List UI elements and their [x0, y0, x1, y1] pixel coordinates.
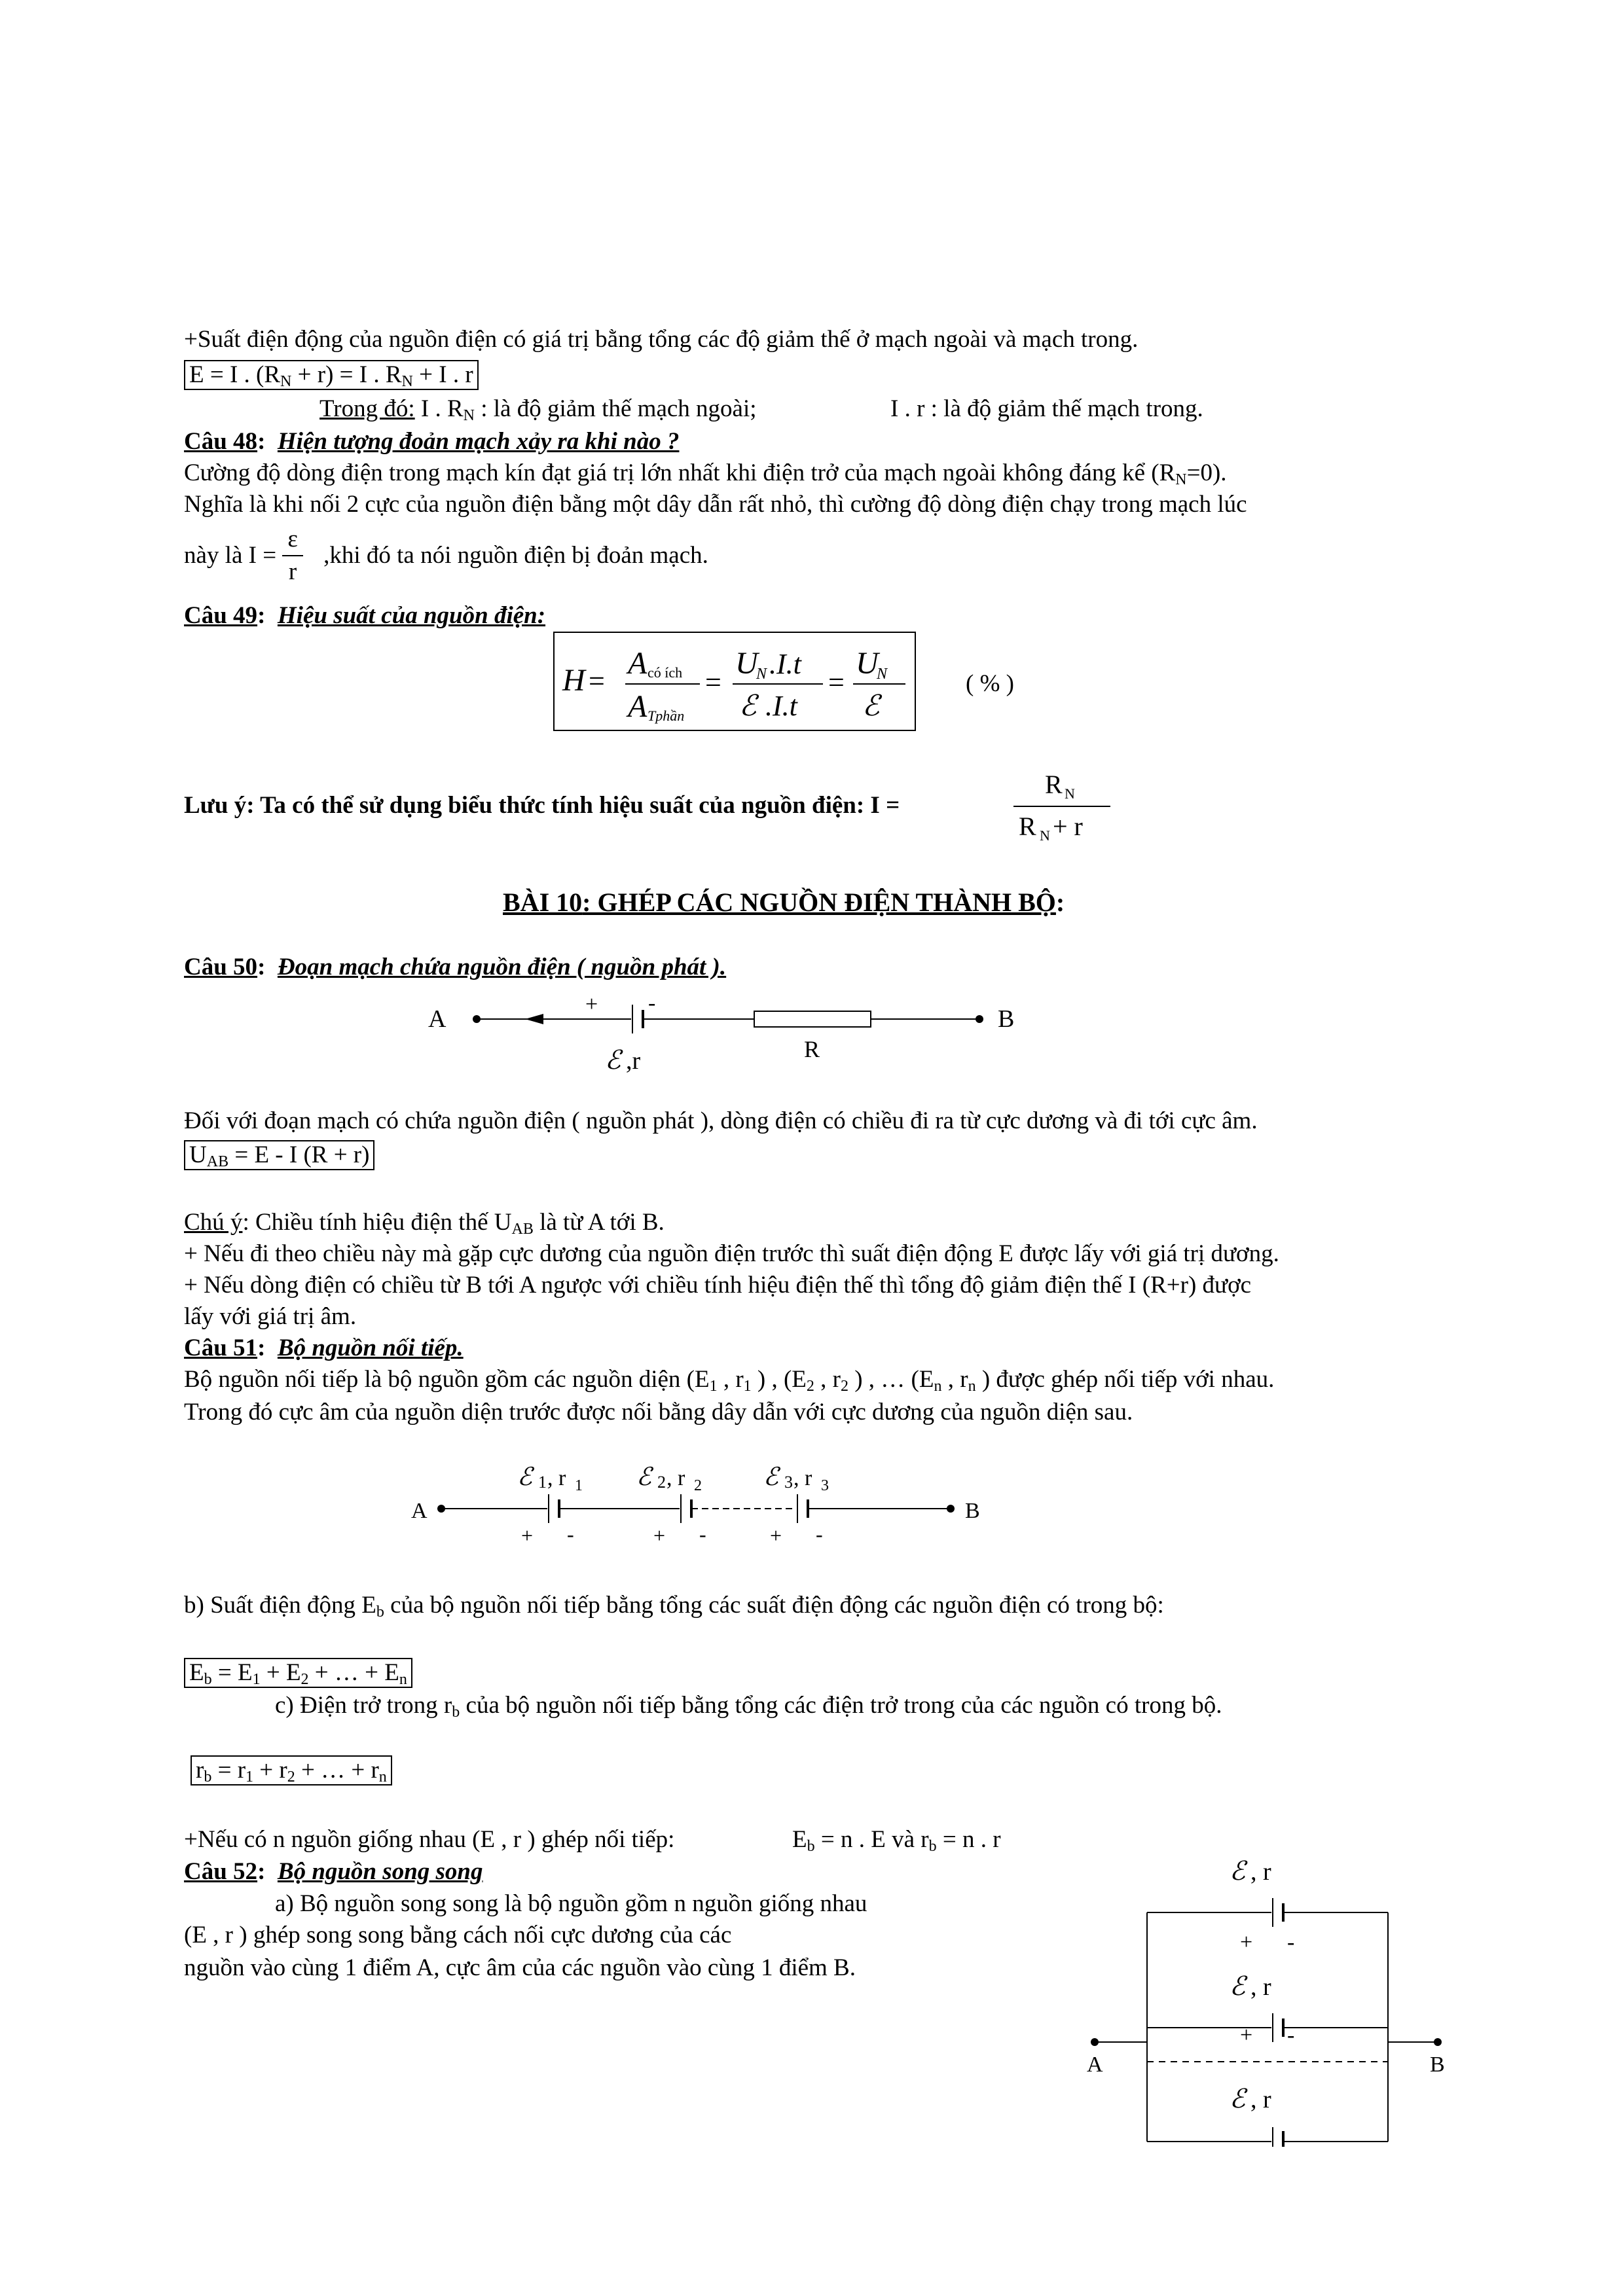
- svg-text:R: R: [1019, 812, 1036, 841]
- svg-text:+ r: + r: [1053, 812, 1083, 841]
- script-e-2: ℰ: [862, 690, 880, 722]
- h-symbol: H: [562, 663, 585, 698]
- svg-text:, r: , r: [666, 1466, 685, 1490]
- formula-box: E = I . $(R_N + r) = I$ . $R_N + I$ . r: [184, 360, 479, 390]
- svg-text:, r: , r: [1250, 1973, 1271, 2001]
- u-n-2-sub: N: [877, 666, 888, 683]
- eq-sign-3: =: [828, 666, 845, 698]
- svg-text:ℰ: ℰ: [763, 1463, 779, 1491]
- eq-sign-1: =: [589, 665, 605, 697]
- svg-text:ℰ: ℰ: [1230, 1856, 1246, 1886]
- svg-text:-: -: [1287, 1930, 1295, 1954]
- svg-text:, r: , r: [793, 1466, 812, 1490]
- resistor: [754, 1011, 871, 1027]
- script-e: ℰ: [739, 690, 757, 722]
- paragraph-negative-value: lấy với giá trị âm.: [184, 1303, 357, 1330]
- svg-text:-: -: [1287, 2023, 1295, 2047]
- paragraph-series-def: Bộ nguồn nối tiếp là bộ nguồn gồm các nguồn diện ($E_1$ , $r_1$ ) , ($E_2$ , $r_2$ ) , … ($E_n$ , $r_n$ ) được ghép nối tiếp với nhau.: [184, 1366, 1275, 1395]
- svg-text:2: 2: [657, 1473, 666, 1492]
- total-label: Tphần: [647, 708, 685, 724]
- paragraph-where-internal: I . r : là độ giảm thế mạch trong.: [890, 395, 1203, 422]
- paragraph-note-direction: Chú ý: Chiều tính hiệu điện thế $U_{AB}$ là từ A tới B.: [184, 1209, 665, 1238]
- svg-text:A: A: [411, 1499, 428, 1523]
- circuit-series: [399, 1456, 1002, 1548]
- paragraph-emf-sum: +Suất điện động của nguồn điện có giá trị bằng tổng các độ giảm thế ở mạch ngoài và mạch trong.: [184, 326, 1139, 353]
- u-n-2: U: [856, 646, 879, 681]
- svg-text:2: 2: [694, 1477, 702, 1494]
- eq-sign-2: =: [705, 666, 721, 698]
- i-t-den: .I.t: [765, 690, 797, 722]
- formula-emf: [184, 360, 479, 390]
- question-49-heading: Câu 49: Hiệu suất của nguồn điện:: [184, 602, 546, 629]
- paragraph-identical-series: +Nếu có n nguồn giống nhau (E , r ) ghép nối tiếp:: [184, 1826, 675, 1853]
- useful-label: có ích: [647, 664, 683, 681]
- svg-text:1: 1: [575, 1477, 583, 1494]
- paragraph-series-resistance: c) Điện trở trong $r_b$ của bộ nguồn nối tiếp bằng tổng các điện trở trong của các nguồn có trong bộ.: [275, 1692, 1222, 1721]
- svg-text:-: -: [816, 1522, 823, 1546]
- paragraph-positive-emf: + Nếu đi theo chiều này mà gặp cực dương của nguồn điện trước thì suất điện động E được lấy với giá trị dương.: [184, 1240, 1279, 1267]
- current-arrow: [525, 1014, 543, 1024]
- question-52-heading: Câu 52: Bộ nguồn song song: [184, 1858, 483, 1885]
- percent-label: ( % ): [966, 670, 1014, 697]
- paragraph-where: Trong đó: I . $R_N$ : là độ giảm thế mạch ngoài;: [319, 395, 757, 424]
- paragraph-source-current: Đối với đoạn mạch có chứa nguồn điện ( nguồn phát ), dòng điện có chiều đi ra từ cực dương và đi tới cực âm.: [184, 1107, 1258, 1134]
- svg-text:+: +: [1240, 2023, 1253, 2047]
- fraction-epsilon-over-r: $\frac{\varepsilon}{r}$: [282, 524, 303, 588]
- svg-text:+: +: [653, 1524, 666, 1547]
- svg-text:, r: , r: [547, 1466, 566, 1490]
- note-fraction: [1013, 764, 1112, 843]
- svg-text:,r: ,r: [626, 1047, 641, 1075]
- svg-text:-: -: [699, 1522, 706, 1546]
- svg-text:3: 3: [784, 1473, 793, 1492]
- u-n: U: [735, 646, 758, 681]
- svg-text:ℰ: ℰ: [1230, 2084, 1246, 2113]
- svg-text:B: B: [1430, 2053, 1445, 2077]
- note-line: Lưu ý: Ta có thể sử dụng biểu thức tính hiệu suất của nguồn điện: I =: [184, 792, 900, 819]
- a-useful: A: [628, 646, 647, 681]
- efficiency-formula: [555, 633, 915, 730]
- formula-identical-series: $E_b = n$ . E và $r_b = n$ . r: [792, 1826, 1001, 1855]
- u-n-sub: N: [756, 666, 767, 683]
- paragraph-negative-drop: + Nếu dòng điện có chiều từ B tới A ngược với chiều tính hiệu điện thế thì tổng độ giảm điện thế I (R+r) được: [184, 1272, 1252, 1299]
- svg-text:, r: , r: [1250, 2086, 1271, 2113]
- svg-text:+: +: [521, 1524, 534, 1547]
- formula-series-emf: $E_b = E_1 + E_2$ + … + $E_n$: [184, 1658, 412, 1688]
- paragraph-max-current: Cường độ dòng điện trong mạch kín đạt giá trị lớn nhất khi điện trở của mạch ngoài không đáng kể $(R_N=0)$.: [184, 459, 1227, 488]
- question-50-heading: Câu 50: Đoạn mạch chứa nguồn điện ( nguồn phát ).: [184, 954, 727, 980]
- paragraph-short-current: này là I = $\frac{\varepsilon}{r}$ ,khi đó ta nói nguồn điện bị đoản mạch.: [184, 524, 708, 588]
- svg-text:+: +: [770, 1524, 782, 1547]
- circuit-source-segment: [419, 985, 1021, 1083]
- paragraph-parallel-connect: (E , r ) ghép song song bằng cách nối cực dương của các: [184, 1922, 732, 1948]
- svg-text:ℰ: ℰ: [1230, 1971, 1246, 2001]
- paragraph-series-connect: Trong đó cực âm của nguồn diện trước được nối bằng dây dẫn với cực dương của nguồn diện sau.: [184, 1399, 1133, 1426]
- question-51-heading: Câu 51: Bộ nguồn nối tiếp.: [184, 1335, 464, 1361]
- svg-text:3: 3: [821, 1477, 829, 1494]
- svg-text:A: A: [1087, 2053, 1103, 2077]
- efficiency-formula-box: [553, 632, 916, 731]
- node-a-label: A: [428, 1005, 447, 1033]
- svg-text:-: -: [648, 991, 656, 1015]
- circuit-parallel: [1074, 1846, 1467, 2147]
- svg-text:+: +: [1240, 1930, 1253, 1954]
- svg-text:1: 1: [538, 1473, 547, 1492]
- paragraph-short-circuit: Nghĩa là khi nối 2 cực của nguồn điện bằng một dây dẫn rất nhỏ, thì cường độ dòng điện chạy trong mạch lúc: [184, 491, 1247, 518]
- paragraph-parallel-points: nguồn vào cùng 1 điểm A, cực âm của các nguồn vào cùng 1 điểm B.: [184, 1954, 856, 1981]
- svg-text:-: -: [567, 1522, 574, 1546]
- svg-text:B: B: [965, 1499, 980, 1523]
- paragraph-parallel-def: a) Bộ nguồn song song là bộ nguồn gồm n nguồn giống nhau: [275, 1890, 867, 1917]
- paragraph-series-emf: b) Suất điện động $E_b$ của bộ nguồn nối tiếp bằng tổng các suất điện động các nguồn điện có trong bộ:: [184, 1592, 1164, 1621]
- i-t: .I.t: [769, 648, 801, 680]
- formula-series-resistance: $r_b = r_1 + r_2$ + … + $r_n$: [191, 1755, 392, 1785]
- svg-text:R: R: [804, 1036, 820, 1062]
- svg-text:ℰ: ℰ: [517, 1463, 533, 1491]
- a-total: A: [628, 689, 647, 724]
- svg-text:, r: , r: [1250, 1858, 1271, 1886]
- svg-text:ℰ: ℰ: [605, 1045, 621, 1075]
- svg-text:R: R: [1045, 770, 1063, 799]
- svg-text:ℰ: ℰ: [636, 1463, 652, 1491]
- formula-uab: $U_{AB} = E - I$ (R + r): [184, 1140, 374, 1170]
- svg-text:+: +: [585, 992, 598, 1016]
- lesson-10-title: BÀI 10: GHÉP CÁC NGUỒN ĐIỆN THÀNH BỘ:: [503, 888, 1065, 917]
- node-b-label: B: [998, 1005, 1015, 1033]
- svg-text:N: N: [1065, 785, 1075, 802]
- question-48-heading: Câu 48: Hiện tượng đoản mạch xảy ra khi nào ?: [184, 428, 680, 455]
- svg-text:N: N: [1040, 827, 1050, 843]
